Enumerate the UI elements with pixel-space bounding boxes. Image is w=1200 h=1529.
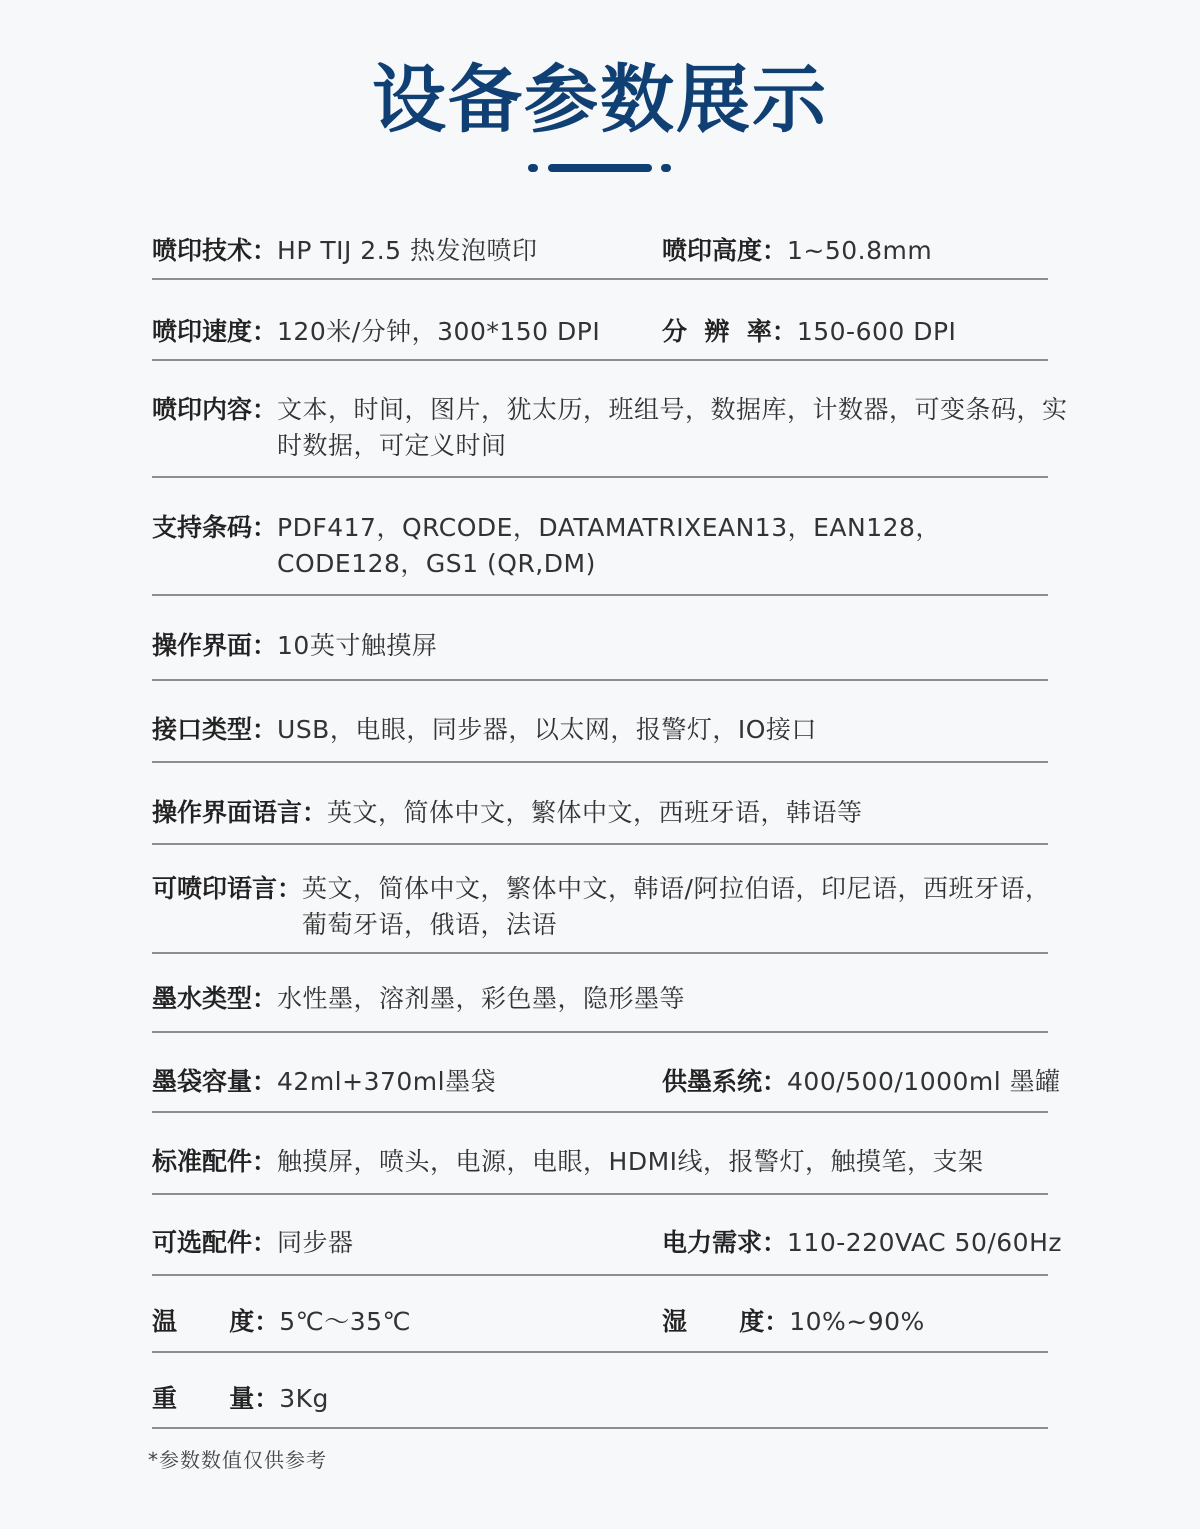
spec-value: 150-600 DPI (796, 317, 957, 346)
spec-label: 喷印速度： (152, 317, 278, 346)
spec-ink-bag-capacity (152, 1064, 496, 1100)
spec-print-languages (152, 871, 1052, 943)
spec-standard-accessories (152, 1144, 984, 1180)
spec-row-barcodes (152, 510, 1048, 596)
spec-label: 可喷印语言： (152, 874, 303, 903)
spec-row-standard-accessories (152, 1144, 1048, 1195)
spec-row-ports (152, 712, 1048, 763)
spec-value: 英文，简体中文，繁体中文，韩语/阿拉伯语，印尼语，西班牙语，葡萄牙语，俄语，法语 (302, 874, 1051, 939)
page-title: 设备参数展示 (372, 57, 828, 143)
spec-row-interface (152, 628, 1048, 681)
spec-label: 喷印内容： (152, 395, 278, 424)
spec-row-ink-types (152, 981, 1048, 1033)
spec-value: 英文，简体中文，繁体中文，西班牙语，韩语等 (327, 798, 863, 827)
spec-label: 分 辨 率： (662, 317, 797, 346)
spec-row-print-speed (152, 314, 1048, 361)
spec-value: 42ml+370ml墨袋 (277, 1067, 497, 1096)
spec-label: 喷印高度： (662, 236, 788, 265)
spec-label: 墨袋容量： (152, 1067, 278, 1096)
spec-label: 墨水类型： (152, 984, 278, 1013)
spec-row-print-languages (152, 871, 1051, 954)
spec-label: 温 度： (152, 1307, 280, 1336)
decoration-bar (548, 164, 652, 172)
spec-row-print-technology (152, 233, 1048, 280)
title-decoration (0, 164, 1200, 174)
spec-print-height (662, 233, 932, 269)
footnote: *参数数值仅供参考 (148, 1448, 327, 1472)
spec-value: 水性墨，溶剂墨，彩色墨，隐形墨等 (277, 984, 686, 1013)
spec-temperature (152, 1304, 411, 1340)
spec-ports (152, 712, 817, 748)
spec-value: 10%~90% (789, 1307, 925, 1336)
spec-value: 1~50.8mm (787, 236, 933, 265)
spec-ink-types (152, 981, 685, 1017)
spec-label: 操作界面语言： (152, 798, 328, 827)
spec-row-ink-capacity (152, 1064, 1061, 1113)
spec-row-print-content (152, 392, 1068, 478)
spec-print-speed (152, 314, 600, 350)
spec-value: 触摸屏，喷头，电源，电眼，HDMI线，报警灯，触摸笔，支架 (277, 1147, 984, 1176)
spec-value: 10英寸触摸屏 (277, 631, 438, 660)
spec-value: 文本，时间，图片，犹太历，班组号，数据库，计数器，可变条码，实时数据，可定义时间 (277, 395, 1068, 460)
spec-ink-supply-system (662, 1064, 1061, 1100)
spec-value: 5℃～35℃ (279, 1307, 412, 1336)
spec-label: 重 量： (152, 1384, 280, 1413)
spec-label: 操作界面： (152, 631, 278, 660)
spec-barcodes (152, 510, 1082, 582)
spec-label: 供墨系统： (662, 1067, 788, 1096)
spec-value: PDF417，QRCODE，DATAMATRIXEAN13，EAN128，CODE128，GS1 (QR,DM) (277, 513, 941, 578)
spec-label: 湿 度： (662, 1307, 790, 1336)
spec-row-weight (152, 1381, 1048, 1429)
spec-print-technology (152, 233, 538, 269)
spec-resolution (662, 314, 956, 350)
spec-humidity (662, 1304, 925, 1340)
spec-value: 120米/分钟，300*150 DPI (277, 317, 601, 346)
spec-row-ui-languages (152, 795, 1048, 845)
spec-label: 电力需求： (662, 1228, 788, 1257)
spec-label: 接口类型： (152, 715, 278, 744)
decoration-dot-right (661, 164, 671, 172)
spec-interface (152, 628, 437, 664)
spec-value: 3Kg (279, 1384, 329, 1413)
decoration-dot-left (528, 164, 538, 172)
spec-ui-languages (152, 795, 863, 831)
spec-value: 110-220VAC 50/60Hz (787, 1228, 1063, 1257)
spec-value: 同步器 (277, 1228, 354, 1257)
spec-value: 400/500/1000ml 墨罐 (787, 1067, 1061, 1096)
spec-label: 喷印技术： (152, 236, 278, 265)
spec-row-optional-accessories (152, 1225, 1063, 1276)
spec-value: HP TIJ 2.5 热发泡喷印 (277, 236, 538, 265)
spec-label: 可选配件： (152, 1228, 278, 1257)
spec-optional-accessories (152, 1225, 354, 1261)
spec-weight (152, 1381, 329, 1417)
spec-print-content (152, 392, 1082, 464)
spec-power-requirement (662, 1225, 1062, 1261)
spec-row-temperature-humidity (152, 1304, 1048, 1353)
spec-label: 支持条码： (152, 513, 278, 542)
spec-value: USB，电眼，同步器，以太网，报警灯，IO接口 (277, 715, 817, 744)
spec-label: 标准配件： (152, 1147, 278, 1176)
